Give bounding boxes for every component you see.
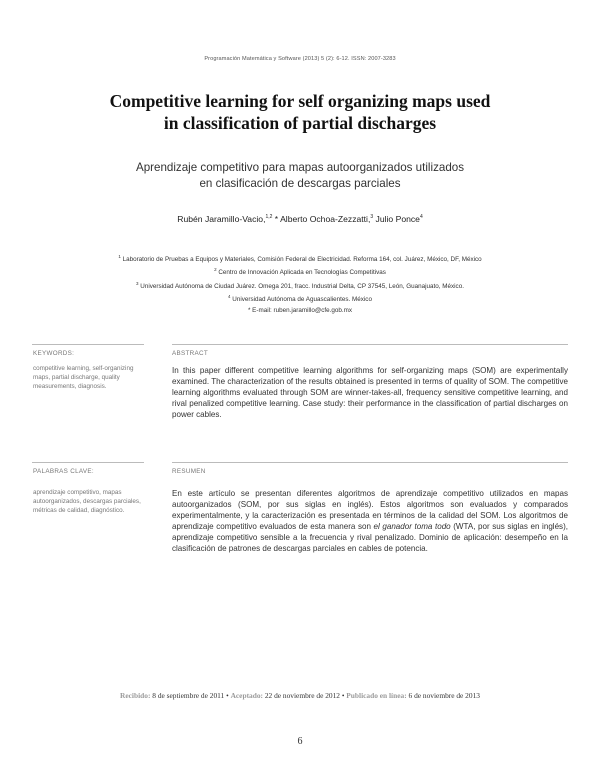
author-1-corresponding-mark: * <box>274 214 279 224</box>
resumen-text-end: (WTA, por sus siglas en inglés), aprendizaje competitivo sensible a la frecuencia y rival penalizado. Dominio de aplicación: desempeño en la clasificación de patrones de descargas parciales en cables de potencia. <box>172 521 568 553</box>
journal-citation: Programación Matemática y Software (2013) 5 (2): 6-12. ISSN: 2007-3283 <box>204 56 396 62</box>
affiliation-4 <box>20 292 580 305</box>
affiliation-2 <box>20 265 580 278</box>
date-separator: • <box>341 691 345 700</box>
abstract-divider <box>172 344 568 345</box>
received-label: Recibido: <box>120 691 151 700</box>
paper-subtitle <box>40 160 560 192</box>
affiliation-list <box>20 252 580 316</box>
affiliation-3-number: 3 <box>136 280 139 286</box>
affiliation-4-number: 4 <box>228 294 231 300</box>
resumen-italic-term: el ganador toma todo <box>373 521 451 531</box>
affiliation-3 <box>20 279 580 292</box>
resumen-text <box>172 489 568 554</box>
keywords-heading: KEYWORDS: <box>33 350 75 357</box>
author-2-affiliation: 3 <box>370 214 374 221</box>
author-3-affiliation: 4 <box>419 214 423 221</box>
published-label: Publicado en línea: <box>346 691 407 700</box>
abstract-heading: ABSTRACT <box>172 350 208 357</box>
palabras-clave-heading: PALABRAS CLAVE: <box>33 468 94 475</box>
palabras-clave-text: aprendizaje competitivo, mapas autoorganizados, descargas parciales, métricas de calidad, diagnóstico. <box>33 489 141 514</box>
contact-email-text: * E-mail: ruben.jaramillo@cfe.gob.mx <box>247 306 353 314</box>
abstract-text: In this paper different competitive learning algorithms for self-organizing maps (SOM) are experimentally examined. The characterization of the results obtained is presented in terms of quality of SOM. The competitive learning algorithms evaluated through SOM are winner-takes-all, frequency sensitive competitive learning, and rival penalized competitive learning. Case study: their performance in the classification of partial discharges on power cables. <box>172 366 568 419</box>
date-separator: • <box>226 691 229 700</box>
published-date: 6 de noviembre de 2013 <box>408 691 480 700</box>
affiliation-1-number: 1 <box>118 254 121 259</box>
publication-dates <box>0 691 600 700</box>
author-2: Alberto Ochoa-Zezzatti, <box>280 214 371 224</box>
accepted-label: Aceptado: <box>230 691 263 700</box>
affiliation-1 <box>20 252 580 265</box>
subtitle-line-2: en clasificación de descargas parciales <box>199 177 401 190</box>
resumen-text-start: En este artículo se presentan diferentes algoritmos de aprendizaje competitivo utilizados en mapas autoorganizados (SOM, por sus siglas en inglés). Estos algoritmos son evaluados y comparados experimentalmente, y la caracterización es presentada en términos de la calidad del SOM. Los algoritmos de aprendizaje competitivo evaluados de esta manera son <box>172 489 568 531</box>
affiliation-1-text: Laboratorio de Pruebas a Equipos y Materiales, Comisión Federal de Electricidad. Reforma 164, col. Juárez, México, DF, México <box>122 256 482 264</box>
author-list <box>0 214 600 224</box>
page-number: 6 <box>297 736 303 747</box>
subtitle-line-1: Aprendizaje competitivo para mapas autoorganizados utilizados <box>135 161 465 174</box>
received-date: 8 de septiembre de 2011 <box>152 691 225 700</box>
palabras-clave-divider <box>32 462 144 463</box>
resumen-heading: RESUMEN <box>172 468 206 475</box>
author-3: Julio Ponce <box>375 214 420 224</box>
affiliation-2-text: Centro de Innovación Aplicada en Tecnologías Competitivas <box>218 269 386 277</box>
title-line-2: in classification of partial discharges <box>163 113 437 133</box>
keywords-divider <box>32 344 144 345</box>
contact-email <box>20 306 580 316</box>
title-line-1: Competitive learning for self organizing maps used <box>109 91 491 111</box>
author-1: Rubén Jaramillo-Vacio, <box>177 214 266 224</box>
affiliation-3-text: Universidad Autónoma de Ciudad Juárez. Omega 201, fracc. Industrial Delta, CP 37545, León, Guanajuato, México. <box>140 282 464 290</box>
author-1-affiliation: 1,2 <box>265 214 273 221</box>
paper-title <box>40 90 560 134</box>
accepted-date: 22 de noviembre de 2012 <box>264 691 340 700</box>
resumen-divider <box>172 462 568 463</box>
affiliation-4-text: Universidad Autónoma de Aguascalientes. México <box>232 296 372 304</box>
keywords-text: competitive learning, self-organizing maps, partial discharge, quality measurements, diagnosis. <box>33 365 134 390</box>
affiliation-2-number: 2 <box>214 267 217 273</box>
